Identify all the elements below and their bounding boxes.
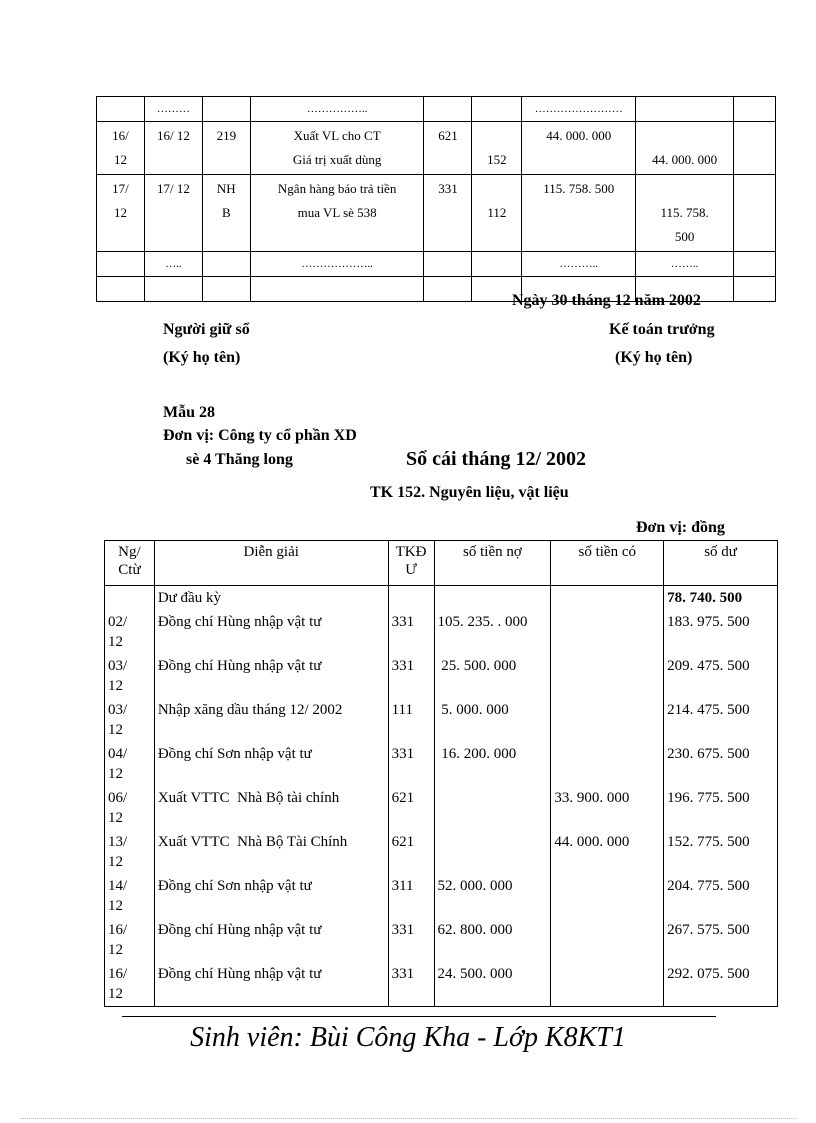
ledger-date-line: 04/ [108,746,128,762]
journal-cell-line: 17/ 12 [156,181,190,196]
journal-cell [522,122,636,175]
column-header-line: Ctừ [118,562,141,578]
ledger-date-line: 13/ [108,834,128,850]
ledger-credit [551,742,664,786]
journal-cell-line: 112 [487,205,507,220]
journal-body [97,97,776,302]
ledger-date-line: 12 [108,810,123,826]
journal-cell: ……………….. [250,252,424,277]
ledger-date-line: 16/ [108,922,128,938]
journal-cell [472,97,522,122]
journal-cell: …………….. [250,97,424,122]
journal-cell-line [525,201,632,225]
journal-cell-line: 500 [674,229,695,244]
journal-cell [734,175,776,252]
journal-cell-line [475,124,518,148]
column-header-line: số tiền nợ [463,544,522,560]
journal-cell [97,252,145,277]
ledger-acct: 331 [388,742,434,786]
ledger-date [105,698,155,742]
right-signer-role: Kế toán trưởng [609,321,715,338]
journal-cell [734,252,776,277]
ledger-balance: 214. 475. 500 [664,698,778,742]
ledger-date [105,610,155,654]
ledger-row [105,874,778,918]
journal-cell-line [737,201,772,225]
journal-cell [424,122,472,175]
journal-cell-line: 152 [487,152,507,167]
journal-cell [734,122,776,175]
ledger-acct: 331 [388,654,434,698]
ledger-body [105,586,778,1007]
journal-cell-line [525,148,632,172]
ledger-date-line: 03/ [108,702,128,718]
ledger-date-line: 12 [108,898,123,914]
ledger-desc: Đồng chí Sơn nhập vật tư [154,742,388,786]
journal-cell-line [427,201,468,225]
journal-cell [734,97,776,122]
ledger-credit: 44. 000. 000 [551,830,664,874]
journal-table [96,96,776,302]
ledger-date-line: 03/ [108,658,128,674]
ledger-row [105,786,778,830]
ledger-date-line: 12 [108,722,123,738]
journal-cell [202,175,250,252]
journal-cell: …….. [636,252,734,277]
page-edge [20,1118,796,1119]
journal-cell [97,277,145,302]
ledger-row [105,918,778,962]
ledger-acct: 621 [388,830,434,874]
journal-cell: ….. [144,252,202,277]
journal-cell-line [639,177,730,201]
ledger-acct: 331 [388,962,434,1007]
journal-cell-line: 16/ 12 [156,128,190,143]
ledger-row [105,654,778,698]
ledger-date [105,962,155,1007]
ledger-date-line: 12 [108,634,123,650]
journal-cell-line [737,148,772,172]
journal-cell-line: Giá trị xuất dùng [292,152,382,167]
ledger-balance: 230. 675. 500 [664,742,778,786]
journal-cell [202,122,250,175]
journal-cell-line: 621 [438,128,458,143]
form-number: Mẫu 28 [163,404,215,421]
journal-cell [144,122,202,175]
journal-cell [202,97,250,122]
journal-cell-line: 331 [438,181,458,196]
column-header-line: Ng/ [118,544,141,560]
ledger-date-line: 12 [108,766,123,782]
ledger-balance: 209. 475. 500 [664,654,778,698]
journal-cell [250,175,424,252]
ledger-debit [434,830,551,874]
journal-cell [636,97,734,122]
ledger-balance: 292. 075. 500 [664,962,778,1007]
ledger-debit [434,586,551,611]
journal-cell-line: Ngân hàng báo trả tiền [277,181,397,196]
journal-cell [97,97,145,122]
journal-row [97,175,776,252]
journal-cell-line [737,177,772,201]
ledger-balance: 78. 740. 500 [664,586,778,611]
journal-cell-line: NH [216,181,236,196]
ledger-date [105,918,155,962]
column-header-line: số dư [704,544,737,560]
ledger-date-line: 12 [108,678,123,694]
column-header-line: Diễn giải [243,544,299,560]
ledger-acct: 331 [388,918,434,962]
ledger-desc: Đồng chí Hùng nhập vật tư [154,610,388,654]
ledger-acct: 111 [388,698,434,742]
left-signer-sign: (Ký họ tên) [163,349,241,366]
journal-cell-line: 115. 758. [660,205,709,220]
journal-cell [522,175,636,252]
ledger-debit: 24. 500. 000 [434,962,551,1007]
ledger-acct: 311 [388,874,434,918]
journal-cell-line: 17/ [112,181,129,196]
ledger-desc: Đồng chí Hùng nhập vật tư [154,654,388,698]
ledger-row [105,586,778,611]
ledger-row [105,698,778,742]
journal-cell-line [148,201,199,225]
ledger-credit [551,918,664,962]
ledger-row [105,610,778,654]
ledger-title: Sổ cái tháng 12/ 2002 [406,448,587,470]
ledger-acct: 621 [388,786,434,830]
ledger-column-header [154,541,388,586]
ledger-desc: Dư đầu kỳ [154,586,388,611]
ledger-acct: 331 [388,610,434,654]
column-header-line: Ư [405,562,417,578]
footer-student: Sinh viên: Bùi Công Kha - Lớp K8KT1 [190,1022,626,1053]
journal-cell [472,122,522,175]
ledger-table [104,540,778,1007]
unit-line-2: sè 4 Thăng long [186,451,293,468]
ledger-debit: 5. 000. 000 [434,698,551,742]
left-signer-role: Người giữ sổ [163,321,250,338]
ledger-date [105,586,155,611]
journal-cell [424,175,472,252]
ledger-column-header [388,541,434,586]
ledger-date [105,830,155,874]
journal-cell-line: 16/ [112,128,129,143]
right-signer-sign: (Ký họ tên) [615,349,693,366]
journal-cell-line [475,177,518,201]
ledger-date [105,654,155,698]
ledger-desc: Đồng chí Hùng nhập vật tư [154,918,388,962]
journal-row [97,252,776,277]
journal-cell [250,277,424,302]
currency-unit: Đơn vị: đồng [636,519,725,536]
journal-cell-line: 12 [113,152,127,167]
journal-cell [734,277,776,302]
ledger-header-row [105,541,778,586]
ledger-debit [434,786,551,830]
journal-cell [472,252,522,277]
ledger-credit [551,874,664,918]
journal-cell-line: 219 [216,128,237,143]
ledger-debit: 62. 800. 000 [434,918,551,962]
journal-cell [636,122,734,175]
journal-cell [472,175,522,252]
ledger-row [105,962,778,1007]
column-header-line: TKĐ [395,544,427,560]
ledger-subtitle: TK 152. Nguyên liệu, vật liệu [370,484,569,501]
ledger-desc: Xuất VTTC Nhà Bộ tài chính [154,786,388,830]
ledger-debit: 25. 500. 000 [434,654,551,698]
journal-cell-line: mua VL sè 538 [297,205,377,220]
journal-cell [424,277,472,302]
column-header-line: số tiền có [578,544,636,560]
ledger-debit: 52. 000. 000 [434,874,551,918]
ledger-column-header [434,541,551,586]
journal-cell: ……… [144,97,202,122]
journal-cell [636,175,734,252]
journal-cell: …………………… [522,97,636,122]
ledger-credit: 33. 900. 000 [551,786,664,830]
ledger-date-line: 16/ [108,966,128,982]
journal-cell [424,97,472,122]
ledger-date-line: 12 [108,986,123,1002]
ledger-column-header [664,541,778,586]
ledger-date-line: 06/ [108,790,128,806]
ledger-date-line: 14/ [108,878,128,894]
ledger-debit: 105. 235. . 000 [434,610,551,654]
ledger-row [105,830,778,874]
journal-cell-line [427,148,468,172]
ledger-credit [551,962,664,1007]
journal-cell-line [737,124,772,148]
journal-cell [144,277,202,302]
ledger-credit [551,586,664,611]
journal-cell [202,252,250,277]
ledger-acct [388,586,434,611]
ledger-date-line: 12 [108,854,123,870]
journal-cell-line: 12 [113,205,127,220]
ledger-column-header [105,541,155,586]
ledger-desc: Nhập xăng dầu tháng 12/ 2002 [154,698,388,742]
ledger-date [105,742,155,786]
footer-divider [122,1016,716,1017]
journal-cell-line: Xuất VL cho CT [293,128,381,143]
ledger-column-header [551,541,664,586]
ledger-balance: 267. 575. 500 [664,918,778,962]
ledger-credit [551,610,664,654]
journal-cell-line: 44. 000. 000 [546,128,612,143]
signature-date: Ngày 30 tháng 12 năm 2002 [512,292,701,309]
ledger-balance: 183. 975. 500 [664,610,778,654]
journal-cell [97,175,145,252]
ledger-desc: Đồng chí Hùng nhập vật tư [154,962,388,1007]
ledger-row [105,742,778,786]
ledger-balance: 204. 775. 500 [664,874,778,918]
ledger-desc: Xuất VTTC Nhà Bộ Tài Chính [154,830,388,874]
journal-cell-line: 115. 758. 500 [543,181,615,196]
ledger-date-line: 12 [108,942,123,958]
ledger-date [105,786,155,830]
ledger-date-line: 02/ [108,614,128,630]
ledger-credit [551,698,664,742]
ledger-balance: 152. 775. 500 [664,830,778,874]
journal-cell [250,122,424,175]
unit-line-1: Đơn vị: Công ty cổ phần XD [163,427,357,444]
journal-cell [144,175,202,252]
journal-cell-line [206,148,247,172]
journal-cell-line [639,124,730,148]
journal-cell-line: B [221,205,231,220]
journal-cell-line [148,148,199,172]
journal-cell [97,122,145,175]
journal-cell: ……….. [522,252,636,277]
journal-row [97,122,776,175]
journal-cell-line: 44. 000. 000 [652,152,718,167]
ledger-balance: 196. 775. 500 [664,786,778,830]
ledger-debit: 16. 200. 000 [434,742,551,786]
journal-cell [424,252,472,277]
journal-row [97,97,776,122]
ledger-desc: Đồng chí Sơn nhập vật tư [154,874,388,918]
journal-cell [202,277,250,302]
ledger-credit [551,654,664,698]
ledger-date [105,874,155,918]
